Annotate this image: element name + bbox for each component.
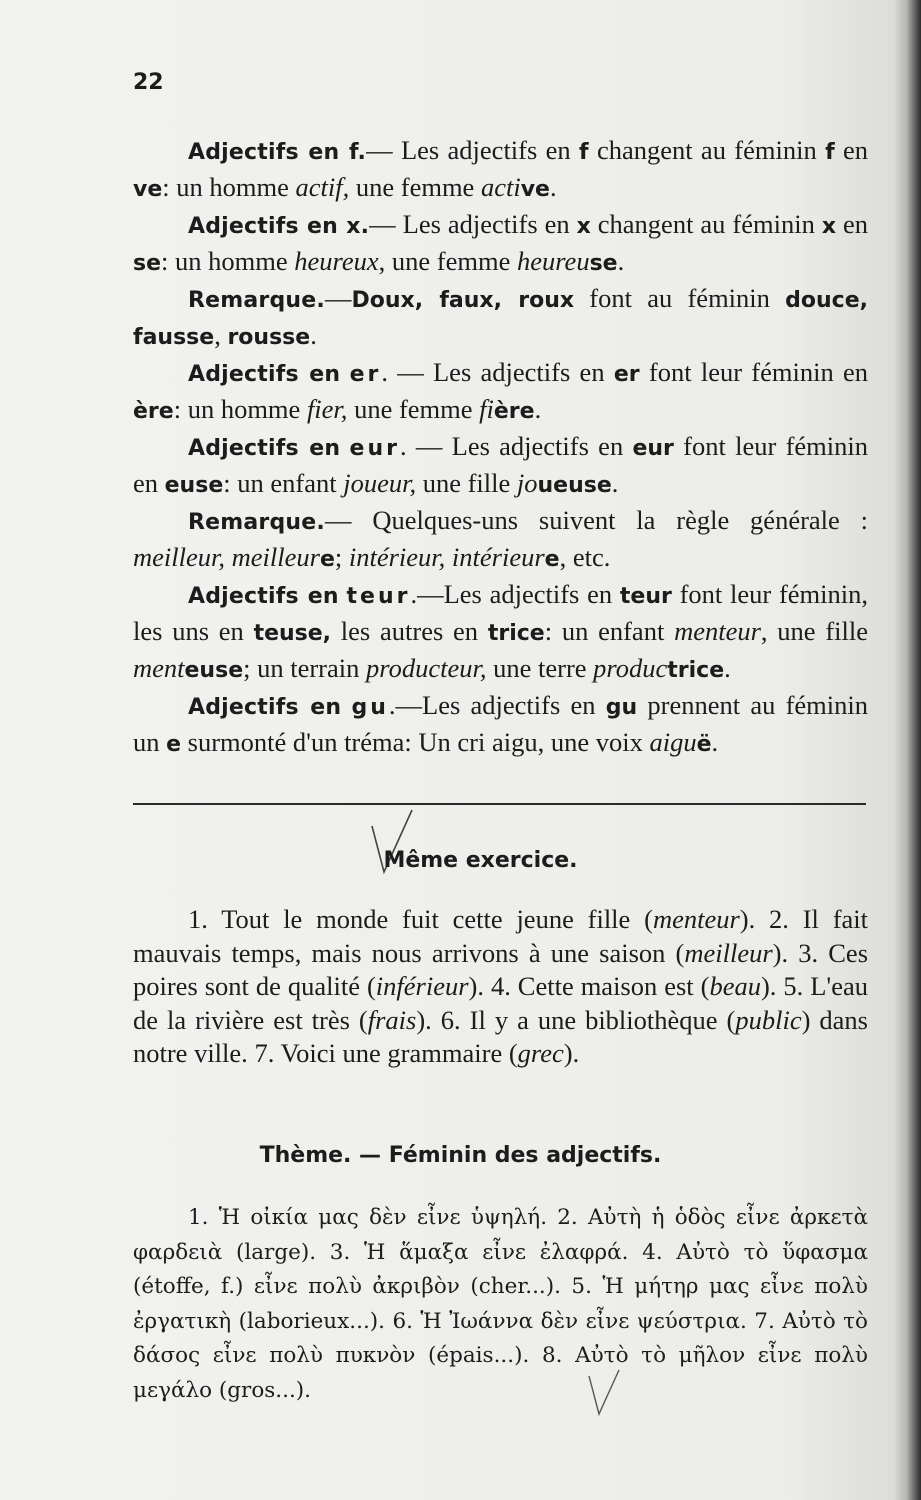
theme-heading: Thème. — Féminin des adjectifs.: [259, 1143, 662, 1168]
rule-x: Adjectifs en x.— Les adjectifs en x changent au féminin x en se: un homme heureux, une femme heureuse.: [133, 209, 869, 276]
theme-greek-text: 1. Ἡ οἰκία μας δὲν εἶνε ὑψηλή. 2. Αὐτὴ ἡ ὁδὸς εἶνε ἀρκετὰ φαρδειὰ (large). 3. Ἡ ἅμαξα εἶνε ἐλαφρά. 4. Αὐτὸ τὸ ὕφασμα (étoffe, f.) εἶνε πολὺ ἀκριβὸν (cher...). 5. Ἡ μήτηρ μας εἶνε πολὺ ἐργατικὴ (laborieux...). 6. Ἡ Ἰωάννα δὲν εἶνε ψεύστρια. 7. Αὐτὸ τὸ δάσος εἶνε πολὺ πυκνὸν (épais...). 8. Αὐτὸ τὸ μῆλον εἶνε πολὺ μεγάλο (gros...).: [133, 1205, 868, 1403]
exercise-heading: Même exercice.: [383, 848, 578, 873]
section-divider: [133, 803, 866, 805]
remark-doux: Remarque.—Doux, faux, roux font au féminin douce, fausse, rousse.: [133, 283, 868, 350]
page-number: 22: [133, 70, 164, 95]
rule-er: Adjectifs en er. — Les adjectifs en er font leur féminin en ère: un homme fier, une femme fière.: [133, 357, 868, 424]
rules-section: [133, 133, 868, 762]
pencil-check-mark-2: [585, 1368, 625, 1428]
rule-teur: Adjectifs en teur.—Les adjectifs en teur font leur féminin, les uns en teuse, les autres en trice: un enfant menteur, une fille menteuse; un terrain producteur, une terre productrice.: [133, 579, 869, 683]
remark-meilleur: Remarque.— Quelques-uns suivent la règle générale : meilleur, meilleure; intérieur, intérieure, etc.: [133, 505, 868, 572]
rule-f: Adjectifs en f.— Les adjectifs en f changent au féminin f en ve: un homme actif, une femme active.: [133, 135, 868, 202]
rule-gu: Adjectifs en gu.—Les adjectifs en gu prennent au féminin un e surmonté d'un tréma: Un cri aigu, une voix aiguë.: [133, 690, 868, 757]
book-spine-shadow: [907, 0, 921, 1500]
exercise-text: 1. Tout le monde fuit cette jeune fille (menteur). 2. Il fait mauvais temps, mais nous arrivons à une saison (meilleur). 3. Ces poires sont de qualité (inférieur). 4. Cette maison est (beau). 5. L'eau de la rivière est très (frais). 6. Il y a une bibliothèque (public) dans notre ville. 7. Voici une grammaire (grec).: [133, 904, 869, 1068]
rule-eur: Adjectifs en eur. — Les adjectifs en eur font leur féminin en euse: un enfant joueur, une fille joueuse.: [133, 431, 868, 498]
